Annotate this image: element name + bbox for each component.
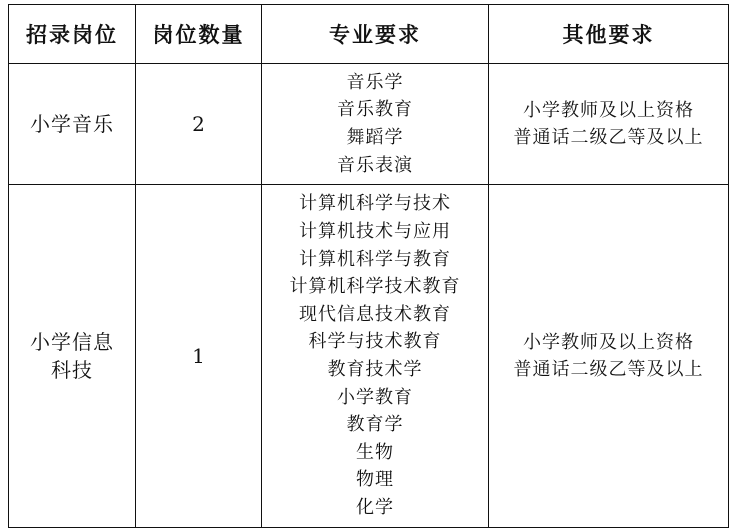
major-item: 计算机科学与教育 [299,248,451,270]
other-cell [489,185,729,528]
other-requirement-item: 小学教师及以上资格 [523,100,694,121]
table-row [9,64,729,185]
major-item: 舞蹈学 [346,127,404,148]
major-list [262,190,488,521]
other-cell [489,64,729,185]
other-requirement-item: 普通话二级乙等及以上 [513,127,704,148]
table-header-row [9,5,729,64]
major-item: 生物 [356,441,394,463]
header-other-requirements: 其他要求 [489,5,729,64]
major-item: 现代信息技术教育 [299,303,451,325]
post-name [9,328,135,384]
major-item: 音乐学 [346,71,404,93]
other-requirements-list [489,97,728,151]
major-item: 计算机科学技术教育 [289,276,461,298]
post-cell [9,64,136,185]
major-cell [262,64,489,185]
header-post: 招录岗位 [9,5,136,64]
table-row [9,185,729,528]
recruitment-table [8,4,729,528]
major-item: 教育技术学 [327,359,423,380]
post-count: 1 [136,185,262,528]
major-item: 科学与技术教育 [308,331,442,353]
major-cell [262,185,489,528]
post-name-line: 小学音乐 [30,112,114,136]
major-list [262,69,488,179]
header-major-requirements: 专业要求 [262,5,489,64]
major-item: 化学 [356,496,394,518]
post-cell [9,185,136,528]
other-requirements-list [489,329,728,383]
other-requirement-item: 小学教师及以上资格 [523,332,694,353]
major-item: 计算机科学与技术 [299,193,451,215]
major-item: 音乐表演 [337,154,413,176]
post-name-line: 小学信息 [30,330,114,354]
major-item: 物理 [356,469,394,491]
post-count: 2 [136,64,262,185]
major-item: 计算机技术与应用 [299,221,451,243]
header-count: 岗位数量 [136,5,262,64]
post-name-line: 科技 [51,358,93,382]
other-requirement-item: 普通话二级乙等及以上 [513,359,704,380]
major-item: 音乐教育 [337,99,413,121]
major-item: 教育学 [346,414,404,436]
major-item: 小学教育 [337,386,413,408]
post-name [9,110,135,138]
